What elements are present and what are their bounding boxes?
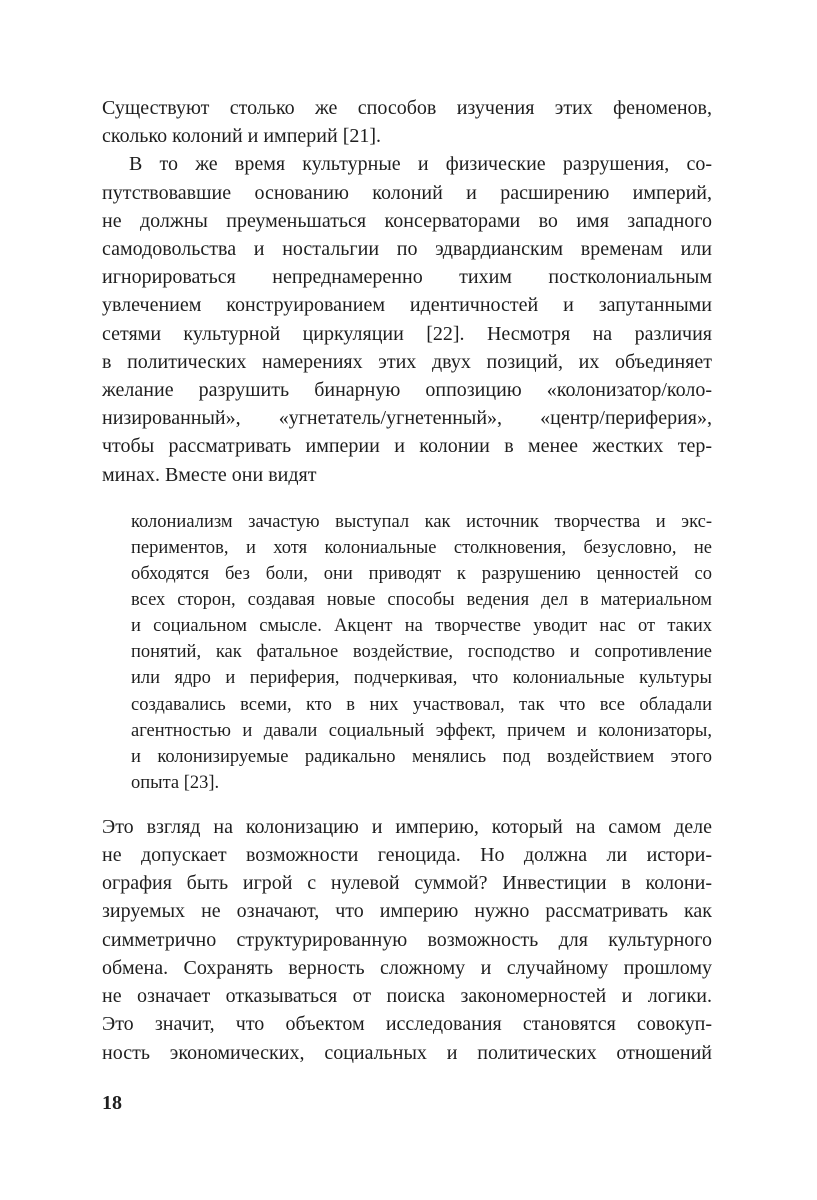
text-line: агентностью и давали социальный эффект, причем и колонизаторы,	[131, 720, 712, 741]
text-line: чтобы рассматривать империи и колонии в менее жестких тер-	[102, 435, 712, 458]
text-line: опыта [23].	[131, 772, 220, 793]
text-line: периментов, и хотя колониальные столкновения, безусловно, не	[131, 537, 712, 558]
text-line: игнорироваться непреднамеренно тихим постколониальным	[102, 266, 712, 289]
text-line: в политических намерениях этих двух позиций, их объединяет	[102, 350, 712, 373]
text-line: путствовавшие основанию колоний и расширению империй,	[102, 181, 712, 204]
paragraph	[102, 150, 712, 488]
paragraph	[102, 813, 712, 1067]
text-line: симметрично структурированную возможность для культурного	[102, 928, 712, 951]
text-line: и колонизируемые радикально менялись под воздействием этого	[131, 746, 712, 767]
text-line: создавались всеми, кто в них участвовал, так что все обладали	[131, 694, 712, 715]
text-line: не должны преуменьшаться консерваторами во имя западного	[102, 209, 712, 232]
text-column	[102, 94, 712, 1067]
text-line: понятий, как фатальное воздействие, господство и сопротивление	[131, 642, 712, 663]
text-line: Существуют столько же способов изучения этих феноменов,	[102, 97, 712, 119]
text-line: обмена. Сохранять верность сложному и случайному прошлому	[102, 956, 712, 979]
text-line: ность экономических, социальных и политических отношений	[102, 1041, 712, 1064]
text-line: минах. Вместе они видят	[102, 463, 317, 486]
text-line: и социальном смысле. Акцент на творчестве уводит нас от таких	[131, 616, 712, 637]
text-line: желание разрушить бинарную оппозицию «колонизатор/коло-	[102, 379, 712, 402]
block-quote	[102, 509, 712, 796]
text-line: Это взгляд на колонизацию и империю, который на самом деле	[102, 815, 712, 838]
paragraph	[102, 94, 712, 150]
text-line: Это значит, что объектом исследования становятся совокуп-	[102, 1013, 712, 1036]
text-line: обходятся без боли, они приводят к разрушению ценностей со	[131, 564, 712, 585]
text-line: всех сторон, создавая новые способы ведения дел в материальном	[131, 590, 712, 611]
text-line: не означает отказываться от поиска закономерностей и логики.	[102, 985, 712, 1008]
text-line: увлечением конструированием идентичностей и запутанными	[102, 294, 712, 317]
text-line: низированный», «угнетатель/угнетенный», «центр/периферия»,	[102, 407, 712, 430]
text-line: ография быть игрой с нулевой суммой? Инвестиции в колони-	[102, 872, 712, 895]
text-line: сколько колоний и империй [21].	[102, 125, 382, 148]
text-line: зируемых не означают, что империю нужно рассматривать как	[102, 900, 712, 923]
text-line: или ядро и периферия, подчеркивая, что колониальные культуры	[131, 668, 712, 689]
text-line: самодовольства и ностальгии по эдвардианским временам или	[102, 238, 712, 261]
page-number: 18	[102, 1092, 122, 1114]
text-line: В то же время культурные и физические разрушения, со-	[129, 153, 712, 176]
text-line: сетями культурной циркуляции [22]. Несмотря на различия	[102, 322, 712, 345]
text-line: не допускает возможности геноцида. Но должна ли истори-	[102, 844, 712, 867]
text-line: колониализм зачастую выступал как источник творчества и экс-	[131, 511, 712, 532]
